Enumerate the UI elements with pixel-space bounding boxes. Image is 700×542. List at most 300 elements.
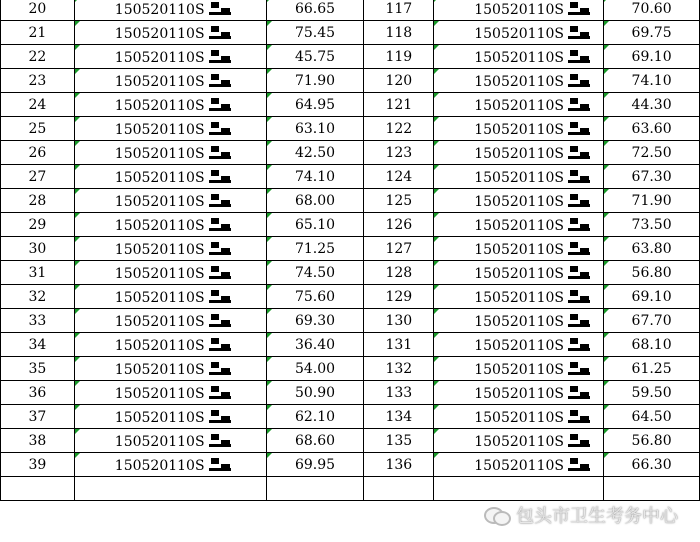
- redaction-mark: [207, 384, 233, 400]
- right-seq-cell-text: 119: [385, 48, 413, 65]
- right-seq-cell: [364, 237, 434, 261]
- right-score-cell: [604, 165, 700, 189]
- left-seq-cell: [1, 165, 75, 189]
- right-seq-cell-text: 135: [385, 432, 413, 449]
- right-id-cell-text: 150520110S: [474, 1, 564, 18]
- cell-corner-mark: [434, 21, 439, 26]
- right-id-cell: [434, 93, 604, 117]
- left-id-cell: [74, 189, 266, 213]
- cell-corner-mark: [75, 429, 80, 434]
- right-id-cell: [434, 21, 604, 45]
- left-seq-cell-text: 23: [28, 72, 47, 89]
- left-id-cell-text: 150520110S: [114, 361, 205, 378]
- right-seq-cell: [364, 165, 434, 189]
- table-row: [1, 333, 700, 357]
- redaction-mark: [566, 312, 592, 328]
- cell-corner-mark: [267, 165, 272, 170]
- left-score-cell-text: 68.60: [294, 432, 336, 449]
- left-score-cell-text: 74.10: [294, 168, 336, 185]
- right-seq-cell-text: 120: [385, 72, 413, 89]
- left-score-cell: [266, 333, 364, 357]
- left-id-cell: [74, 285, 266, 309]
- left-id-cell-text: 150520110S: [114, 289, 205, 306]
- cell-corner-mark: [604, 429, 609, 434]
- right-score-cell: [604, 117, 700, 141]
- cell-corner-mark: [434, 0, 439, 2]
- left-seq-cell-text: 21: [28, 24, 47, 41]
- redaction-mark: [207, 408, 233, 424]
- left-id-cell-text: 150520110S: [114, 73, 205, 90]
- cell-corner-mark: [267, 69, 272, 74]
- table-row: [1, 117, 700, 141]
- redaction-mark: [566, 120, 592, 136]
- right-id-cell-text: 150520110S: [474, 361, 564, 378]
- right-seq-cell-text: 118: [385, 24, 413, 41]
- right-score-cell: [604, 309, 700, 333]
- table-row: [1, 93, 700, 117]
- left-score-cell: [266, 237, 364, 261]
- left-score-cell: [266, 69, 364, 93]
- left-seq-cell: [1, 213, 75, 237]
- cell-corner-mark: [75, 189, 80, 194]
- right-score-cell-text: 44.30: [631, 96, 672, 113]
- cell-corner-mark: [434, 213, 439, 218]
- redaction-mark: [566, 96, 592, 112]
- table-row: [1, 405, 700, 429]
- redaction-mark: [207, 168, 233, 184]
- cell-corner-mark: [75, 69, 80, 74]
- cell-corner-mark: [75, 117, 80, 122]
- right-score-cell: [604, 357, 700, 381]
- right-seq-cell: [364, 21, 434, 45]
- cell-corner-mark: [434, 357, 439, 362]
- cell-corner-mark: [267, 141, 272, 146]
- right-id-cell: [434, 213, 604, 237]
- cell-corner-mark: [604, 165, 609, 170]
- left-id-cell: [74, 21, 266, 45]
- right-seq-cell: [364, 381, 434, 405]
- redaction-mark: [566, 432, 592, 448]
- right-seq-cell-text: 136: [385, 456, 413, 473]
- cell-corner-mark: [267, 45, 272, 50]
- table-row: [1, 165, 700, 189]
- right-score-cell: [604, 237, 700, 261]
- cell-corner-mark: [604, 453, 609, 458]
- left-id-cell: [74, 45, 266, 69]
- left-score-cell-text: 42.50: [294, 144, 336, 161]
- cell-corner-mark: [604, 237, 609, 242]
- left-seq-cell-text: 30: [28, 240, 47, 257]
- right-id-cell-text: 150520110S: [474, 73, 564, 90]
- left-score-cell: [266, 141, 364, 165]
- left-score-cell: [266, 117, 364, 141]
- right-score-cell-text: 56.80: [631, 264, 672, 281]
- cell-corner-mark: [434, 333, 439, 338]
- right-score-cell-text: 73.50: [631, 216, 672, 233]
- right-score-cell-text: 68.10: [631, 336, 672, 353]
- left-score-cell: [266, 189, 364, 213]
- cell-corner-mark: [267, 453, 272, 458]
- right-seq-cell: [364, 189, 434, 213]
- cell-corner-mark: [267, 333, 272, 338]
- left-id-cell: [74, 213, 266, 237]
- right-id-cell-text: 150520110S: [474, 409, 564, 426]
- left-seq-cell-text: 34: [28, 336, 47, 353]
- redaction-mark: [207, 216, 233, 232]
- redaction-mark: [566, 24, 592, 40]
- right-score-cell: [604, 213, 700, 237]
- right-score-cell-text: 72.50: [631, 144, 672, 161]
- left-seq-cell-text: 29: [28, 216, 47, 233]
- left-seq-cell: [1, 261, 75, 285]
- left-id-cell: [74, 0, 266, 21]
- cell-corner-mark: [604, 0, 609, 2]
- left-id-cell: [74, 309, 266, 333]
- cell-corner-mark: [267, 117, 272, 122]
- left-score-cell: [266, 285, 364, 309]
- cell-corner-mark: [75, 0, 80, 2]
- left-id-cell: [74, 381, 266, 405]
- right-id-cell: [434, 261, 604, 285]
- left-id-cell: [74, 333, 266, 357]
- left-score-cell: [266, 93, 364, 117]
- left-score-cell: [266, 45, 364, 69]
- redaction-mark: [207, 336, 233, 352]
- left-score-cell: [266, 165, 364, 189]
- right-id-cell-text: 150520110S: [474, 289, 564, 306]
- redaction-mark: [566, 240, 592, 256]
- right-seq-cell-text: 131: [385, 336, 413, 353]
- redaction-mark: [566, 456, 592, 472]
- right-id-cell: [434, 237, 604, 261]
- right-seq-cell-text: 126: [385, 216, 413, 233]
- left-id-cell: [74, 357, 266, 381]
- cell-corner-mark: [604, 309, 609, 314]
- left-id-cell: [74, 93, 266, 117]
- table-row: [1, 213, 700, 237]
- empty-cell: [74, 477, 266, 501]
- left-seq-cell: [1, 381, 75, 405]
- empty-cell: [364, 477, 434, 501]
- cell-corner-mark: [434, 309, 439, 314]
- right-seq-cell: [364, 45, 434, 69]
- right-seq-cell: [364, 141, 434, 165]
- redaction-mark: [207, 72, 233, 88]
- left-seq-cell-text: 35: [28, 360, 47, 377]
- left-seq-cell: [1, 357, 75, 381]
- left-id-cell-text: 150520110S: [114, 49, 205, 66]
- cell-corner-mark: [75, 21, 80, 26]
- right-seq-cell-text: 121: [385, 96, 413, 113]
- left-seq-cell: [1, 69, 75, 93]
- table-row: [1, 141, 700, 165]
- cell-corner-mark: [267, 0, 272, 2]
- left-id-cell-text: 150520110S: [114, 97, 205, 114]
- right-score-cell-text: 63.80: [631, 240, 672, 257]
- redaction-mark: [207, 120, 233, 136]
- left-score-cell-text: 68.00: [294, 192, 336, 209]
- cell-corner-mark: [75, 141, 80, 146]
- cell-corner-mark: [267, 213, 272, 218]
- right-seq-cell-text: 134: [385, 408, 413, 425]
- left-seq-cell: [1, 45, 75, 69]
- cell-corner-mark: [434, 381, 439, 386]
- right-score-cell-text: 69.10: [631, 48, 672, 65]
- right-id-cell-text: 150520110S: [474, 49, 564, 66]
- left-score-cell: [266, 213, 364, 237]
- right-seq-cell-text: 130: [385, 312, 413, 329]
- table-row: [1, 453, 700, 477]
- cell-corner-mark: [604, 333, 609, 338]
- left-id-cell-text: 150520110S: [114, 169, 205, 186]
- table-row: [1, 429, 700, 453]
- right-id-cell: [434, 285, 604, 309]
- cell-corner-mark: [75, 165, 80, 170]
- right-id-cell: [434, 117, 604, 141]
- left-seq-cell-text: 39: [28, 456, 47, 473]
- right-seq-cell-text: 128: [385, 264, 413, 281]
- left-id-cell-text: 150520110S: [114, 409, 205, 426]
- redaction-mark: [566, 144, 592, 160]
- right-seq-cell: [364, 405, 434, 429]
- left-score-cell-text: 50.90: [294, 384, 336, 401]
- left-seq-cell: [1, 117, 75, 141]
- right-score-cell: [604, 189, 700, 213]
- left-seq-cell: [1, 0, 75, 21]
- left-id-cell: [74, 453, 266, 477]
- cell-corner-mark: [75, 261, 80, 266]
- redaction-mark: [566, 336, 592, 352]
- cell-corner-mark: [267, 357, 272, 362]
- right-score-cell: [604, 45, 700, 69]
- left-id-cell-text: 150520110S: [114, 121, 205, 138]
- table-row: [1, 381, 700, 405]
- table-row: [1, 309, 700, 333]
- cell-corner-mark: [75, 285, 80, 290]
- table-row: [1, 237, 700, 261]
- left-score-cell-text: 63.10: [294, 120, 336, 137]
- right-score-cell-text: 64.50: [631, 408, 672, 425]
- cell-corner-mark: [75, 381, 80, 386]
- left-seq-cell: [1, 21, 75, 45]
- right-score-cell-text: 66.30: [631, 456, 672, 473]
- cell-corner-mark: [434, 165, 439, 170]
- left-score-cell-text: 69.95: [294, 456, 336, 473]
- left-seq-cell-text: 31: [28, 264, 47, 281]
- left-seq-cell-text: 24: [28, 96, 47, 113]
- left-seq-cell: [1, 285, 75, 309]
- right-id-cell: [434, 405, 604, 429]
- left-seq-cell: [1, 93, 75, 117]
- cell-corner-mark: [604, 69, 609, 74]
- cell-corner-mark: [75, 333, 80, 338]
- right-id-cell: [434, 69, 604, 93]
- left-seq-cell-text: 25: [28, 120, 47, 137]
- right-seq-cell: [364, 333, 434, 357]
- left-seq-cell-text: 32: [28, 288, 47, 305]
- right-score-cell-text: 74.10: [631, 72, 672, 89]
- right-id-cell-text: 150520110S: [474, 145, 564, 162]
- left-seq-cell-text: 37: [28, 408, 47, 425]
- left-score-cell-text: 64.95: [294, 96, 336, 113]
- right-score-cell-text: 69.10: [631, 288, 672, 305]
- empty-cell: [266, 477, 364, 501]
- cell-corner-mark: [267, 237, 272, 242]
- cell-corner-mark: [604, 261, 609, 266]
- left-score-cell-text: 74.50: [294, 264, 336, 281]
- left-seq-cell-text: 26: [28, 144, 47, 161]
- left-score-cell: [266, 0, 364, 21]
- right-score-cell-text: 59.50: [631, 384, 672, 401]
- cell-corner-mark: [604, 21, 609, 26]
- left-seq-cell: [1, 333, 75, 357]
- cell-corner-mark: [267, 285, 272, 290]
- cell-corner-mark: [604, 117, 609, 122]
- left-id-cell-text: 150520110S: [114, 145, 205, 162]
- right-score-cell: [604, 381, 700, 405]
- redaction-mark: [207, 456, 233, 472]
- table-row: [1, 189, 700, 213]
- wechat-icon: [484, 505, 510, 525]
- right-seq-cell: [364, 93, 434, 117]
- right-id-cell: [434, 0, 604, 21]
- right-id-cell-text: 150520110S: [474, 433, 564, 450]
- redaction-mark: [566, 0, 592, 16]
- table-row: [1, 261, 700, 285]
- right-score-cell: [604, 93, 700, 117]
- left-id-cell: [74, 261, 266, 285]
- left-score-cell-text: 54.00: [294, 360, 336, 377]
- cell-corner-mark: [267, 429, 272, 434]
- table-row: [1, 69, 700, 93]
- cell-corner-mark: [75, 237, 80, 242]
- redaction-mark: [207, 48, 233, 64]
- score-table-body: [1, 0, 700, 501]
- left-score-cell-text: 71.25: [294, 240, 336, 257]
- right-id-cell-text: 150520110S: [474, 121, 564, 138]
- cell-corner-mark: [604, 189, 609, 194]
- cell-corner-mark: [434, 261, 439, 266]
- cell-corner-mark: [604, 141, 609, 146]
- left-seq-cell: [1, 237, 75, 261]
- left-seq-cell: [1, 429, 75, 453]
- table-row: [1, 0, 700, 21]
- right-id-cell-text: 150520110S: [474, 457, 564, 474]
- left-id-cell-text: 150520110S: [114, 25, 205, 42]
- watermark-text: 包头市卫生考务中心: [516, 506, 678, 527]
- cell-corner-mark: [267, 309, 272, 314]
- cell-corner-mark: [434, 453, 439, 458]
- left-seq-cell-text: 27: [28, 168, 47, 185]
- left-id-cell: [74, 117, 266, 141]
- cell-corner-mark: [75, 357, 80, 362]
- cell-corner-mark: [434, 93, 439, 98]
- right-id-cell-text: 150520110S: [474, 217, 564, 234]
- redaction-mark: [566, 384, 592, 400]
- cell-corner-mark: [434, 69, 439, 74]
- right-score-cell-text: 71.90: [631, 192, 672, 209]
- left-id-cell: [74, 429, 266, 453]
- cell-corner-mark: [434, 45, 439, 50]
- right-id-cell: [434, 309, 604, 333]
- right-id-cell-text: 150520110S: [474, 385, 564, 402]
- cell-corner-mark: [604, 357, 609, 362]
- redaction-mark: [207, 144, 233, 160]
- left-score-cell: [266, 261, 364, 285]
- left-id-cell-text: 150520110S: [114, 313, 205, 330]
- cell-corner-mark: [604, 213, 609, 218]
- right-score-cell: [604, 21, 700, 45]
- right-id-cell-text: 150520110S: [474, 193, 564, 210]
- right-seq-cell-text: 125: [385, 192, 413, 209]
- redaction-mark: [207, 360, 233, 376]
- left-seq-cell-text: 22: [28, 48, 47, 65]
- cell-corner-mark: [267, 405, 272, 410]
- cell-corner-mark: [434, 237, 439, 242]
- left-id-cell: [74, 237, 266, 261]
- watermark: [484, 502, 678, 528]
- left-score-cell-text: 69.30: [294, 312, 336, 329]
- cell-corner-mark: [434, 189, 439, 194]
- empty-cell: [1, 477, 75, 501]
- cell-corner-mark: [75, 453, 80, 458]
- redaction-mark: [207, 288, 233, 304]
- right-score-cell: [604, 453, 700, 477]
- left-seq-cell: [1, 141, 75, 165]
- right-score-cell: [604, 69, 700, 93]
- redaction-mark: [207, 192, 233, 208]
- right-seq-cell: [364, 213, 434, 237]
- right-id-cell-text: 150520110S: [474, 25, 564, 42]
- left-score-cell-text: 75.45: [294, 24, 336, 41]
- right-score-cell: [604, 261, 700, 285]
- left-id-cell-text: 150520110S: [114, 265, 205, 282]
- cell-corner-mark: [75, 45, 80, 50]
- left-score-cell: [266, 309, 364, 333]
- right-seq-cell: [364, 429, 434, 453]
- left-seq-cell-text: 20: [28, 0, 47, 17]
- left-score-cell: [266, 357, 364, 381]
- right-score-cell-text: 69.75: [631, 24, 672, 41]
- empty-cell: [434, 477, 604, 501]
- cell-corner-mark: [434, 141, 439, 146]
- left-id-cell-text: 150520110S: [114, 241, 205, 258]
- left-score-cell: [266, 429, 364, 453]
- left-seq-cell-text: 33: [28, 312, 47, 329]
- right-seq-cell-text: 123: [385, 144, 413, 161]
- left-seq-cell-text: 28: [28, 192, 47, 209]
- redaction-mark: [566, 72, 592, 88]
- left-id-cell-text: 150520110S: [114, 337, 205, 354]
- cell-corner-mark: [267, 93, 272, 98]
- redaction-mark: [207, 264, 233, 280]
- right-seq-cell-text: 133: [385, 384, 413, 401]
- right-score-cell-text: 63.60: [631, 120, 672, 137]
- empty-cell: [604, 477, 700, 501]
- right-score-cell: [604, 141, 700, 165]
- cell-corner-mark: [267, 381, 272, 386]
- redaction-mark: [566, 216, 592, 232]
- right-seq-cell: [364, 357, 434, 381]
- right-seq-cell-text: 124: [385, 168, 413, 185]
- redaction-mark: [566, 288, 592, 304]
- right-seq-cell-text: 122: [385, 120, 413, 137]
- left-id-cell: [74, 141, 266, 165]
- redaction-mark: [566, 264, 592, 280]
- left-seq-cell-text: 36: [28, 384, 47, 401]
- cell-corner-mark: [604, 381, 609, 386]
- left-score-cell-text: 71.90: [294, 72, 336, 89]
